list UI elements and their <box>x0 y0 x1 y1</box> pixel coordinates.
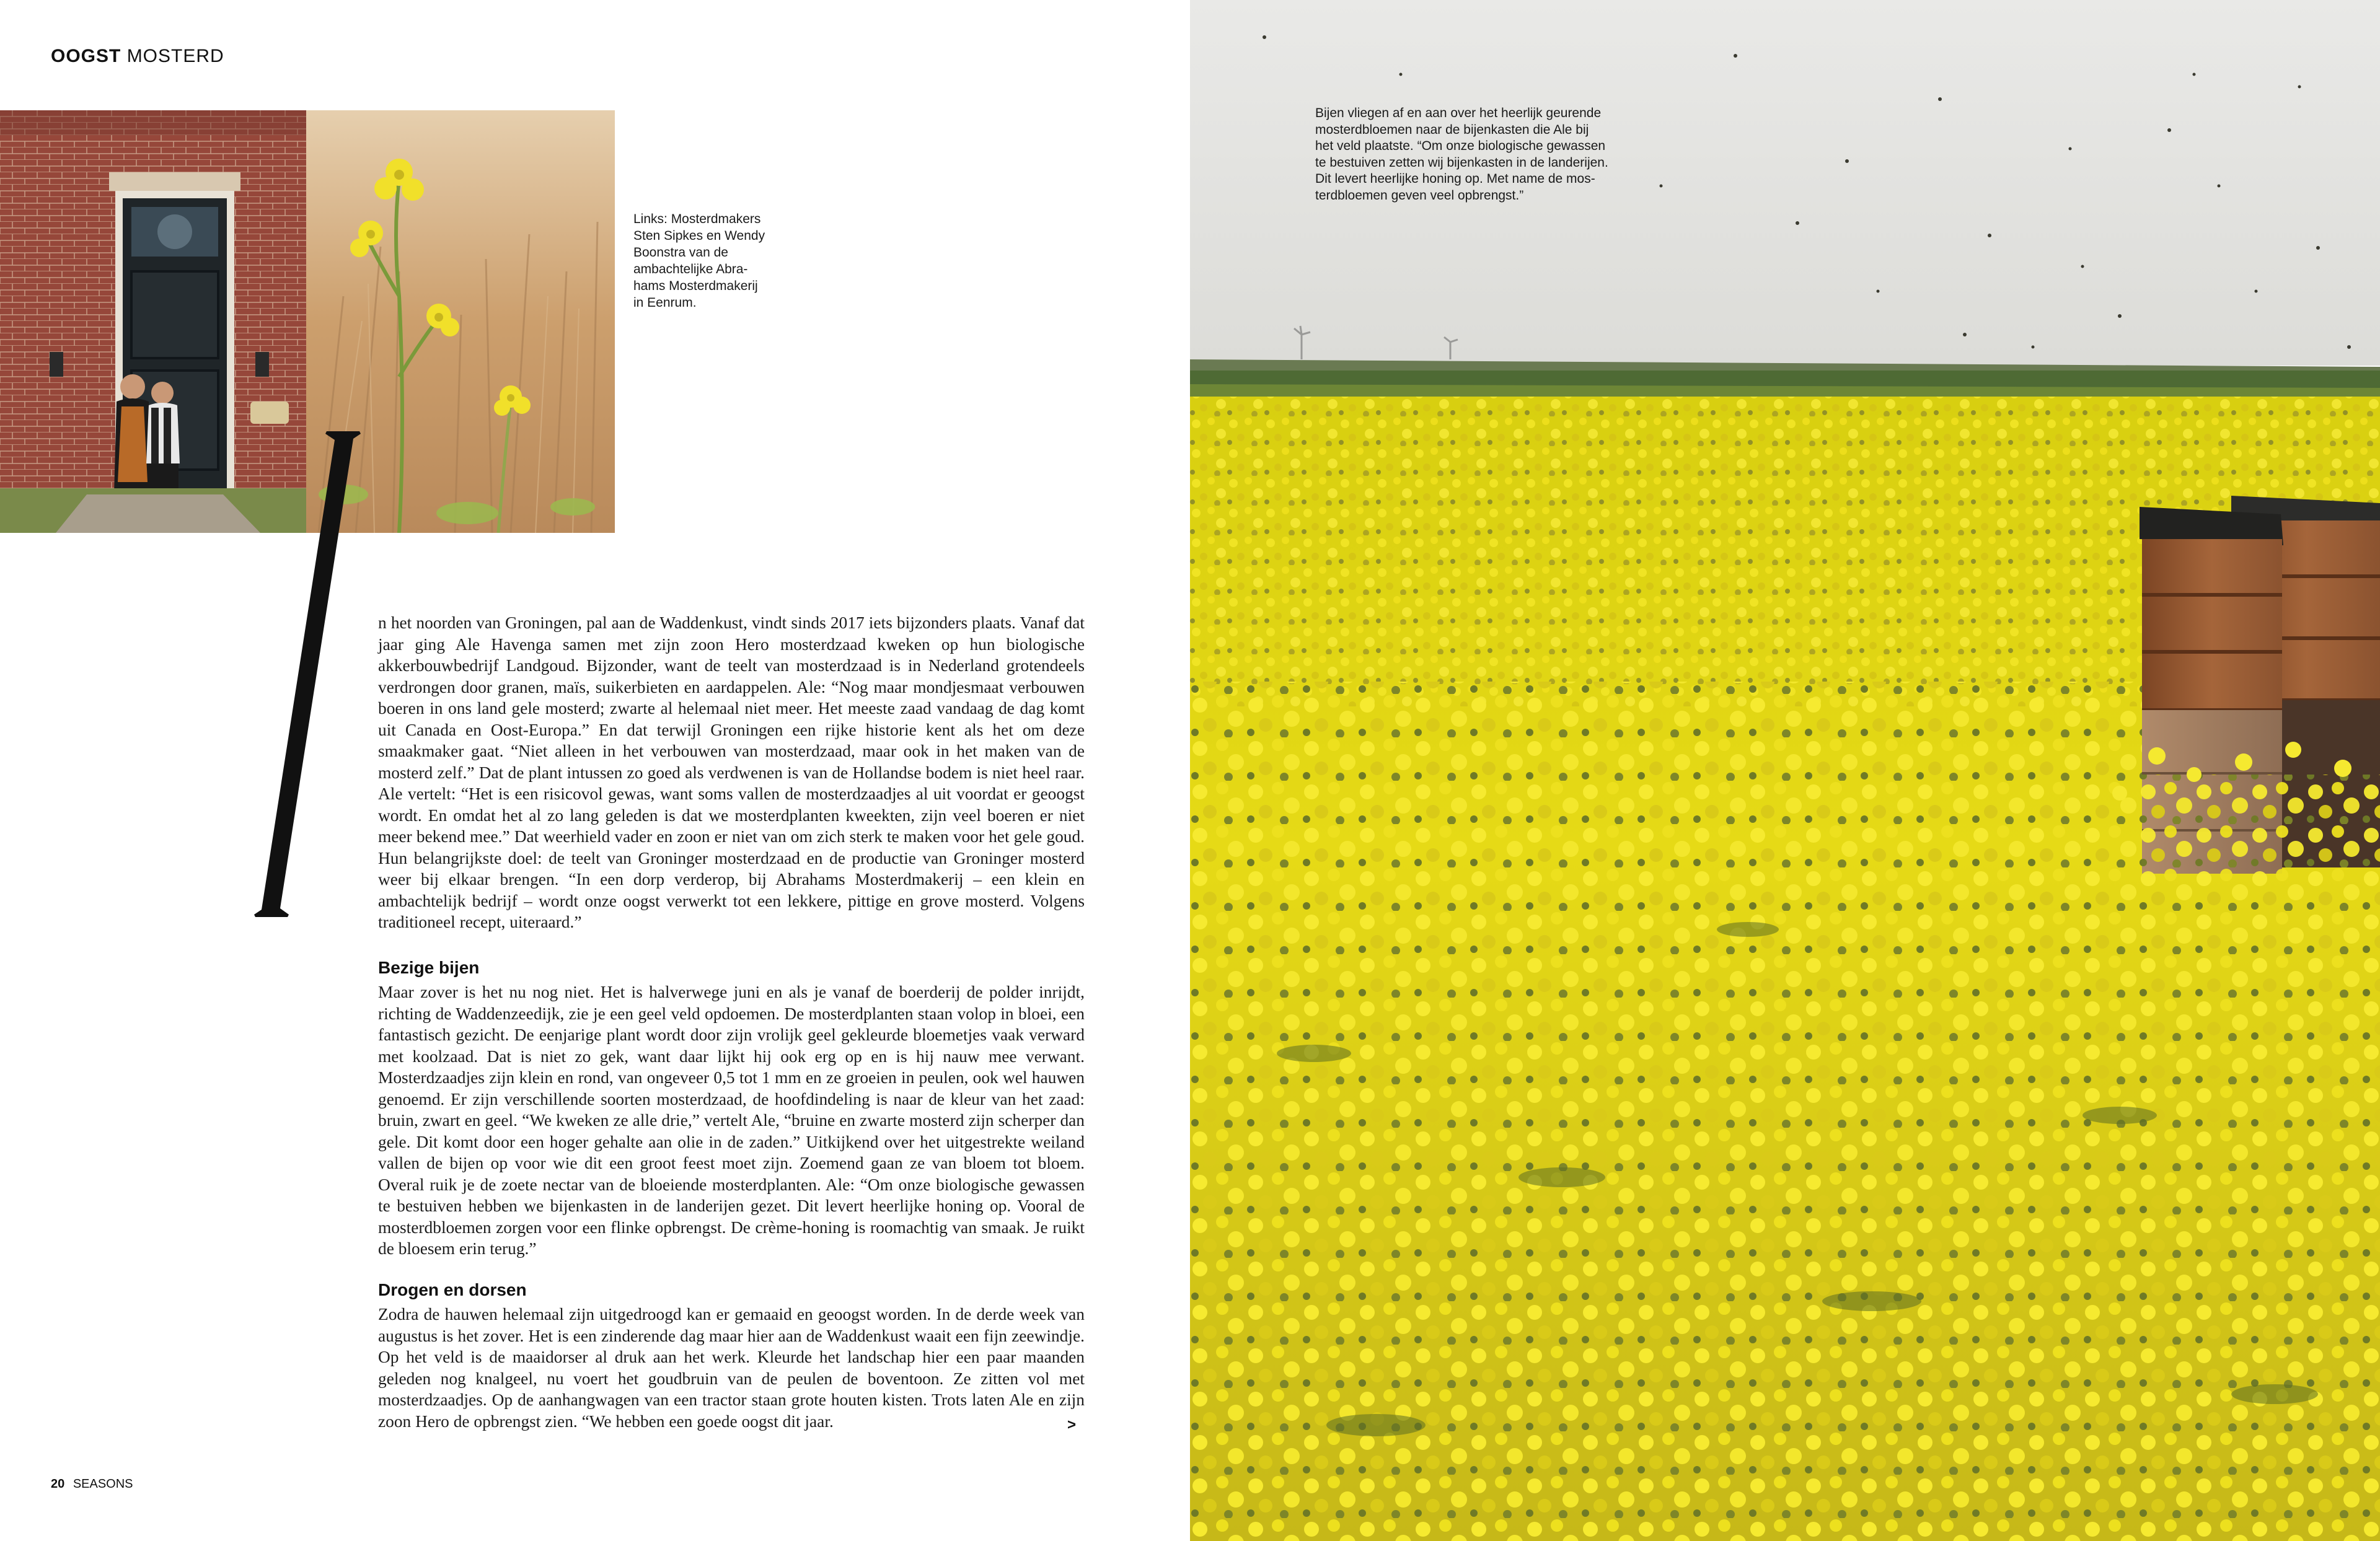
subhead-bezige-bijen: Bezige bijen <box>378 958 480 977</box>
section-header <box>51 46 224 67</box>
article-paragraph-3 <box>378 1304 1085 1432</box>
article-paragraph-1 <box>378 612 1085 933</box>
section-kicker: OOGST <box>51 46 121 66</box>
magazine-name: SEASONS <box>73 1477 133 1491</box>
article-text-3: Zodra de hauwen helemaal zijn uitgedroogd kan er gemaaid en geoogst worden. In de derde week van augustus is het zover. Het is een zinderende dag maar hier aan de Waddenkust waait een fijn zeewindje. Op het veld is de maaidorser al druk aan het werk. Kleurde het landschap hier een paar maanden geleden nog knalgeel, nu voert het goudbruin van de peulen de boventoon. Ze zitten vol met mosterdzaadjes. Op de aanhangwagen van een tractor staan grote houten kisten. Trots laten Ale en zijn zoon Hero de opbrengst zien. “We hebben een goede oogst dit jaar. <box>378 1305 1085 1431</box>
subhead-drogen-en-dorsen: Drogen en dorsen <box>378 1280 527 1299</box>
article-text-1: n het noorden van Groningen, pal aan de Waddenkust, vindt sinds 2017 iets bijzonders plaats. Vanaf dat jaar ging Ale Havenga samen met zijn zoon Hero mosterdzaad kweken op hun biologische akkerbouwbedrijf Landgoud. Bijzonder, want de teelt van mosterdzaad is in Nederland grotendeels verdrongen door granen, maïs, suikerbieten en aardappelen. Ale: “Nog maar mondjesmaat verbouwen boeren in ons land gele mosterd; zwarte al helemaal niet meer. Het meeste zaad vandaag de dag komt uit Canada en Oost-Europa.” En dat terwijl Groningen een rijke historie kent als het om deze smaakmaker gaat. “Niet alleen in het verbouwen van mosterdzaad, maar ook in het maken van de mosterd zelf.” Dat de plant intussen zo goed als verdwenen is van de Hollandse bodem is niet heel raar. Ale vertelt: “Het is een risicovol gewas, want soms vallen de mosterdzaadjes al uit voordat er geoogst wordt. En omdat het al zo lang geleden is dat we mosterdplanten kweekten, zijn veel boeren er niet meer bekend mee.” Dat weerhield vader en zoon er niet van om zich sterk te maken voor het gele goud. Hun belangrijkste doel: de teelt van Groninger mosterdzaad en de productie van Groninger mosterd weer bij elkaar brengen. “In een dorp verderop, bij Abrahams Mosterdmakerij – een klein en ambachtelijk bedrijf – wordt onze oogst verwerkt tot een lekkere, pittige en grove mosterd. Volgens traditioneel recept, uiteraard.” <box>378 613 1085 931</box>
photo-mustard-field-beehives <box>1190 0 2380 1541</box>
article-text-2: Maar zover is het nu nog niet. Het is halverwege juni en als je vanaf de boerderij de polder inrijdt, richting de Waddenzeedijk, zie je een geel veld opdoemen. De mosterdplanten staan volop in bloei, een fantastisch gezicht. De eenjarige plant wordt door zijn vrolijk geel gekleurde bloemetjes vaak verward met koolzaad. Dat is niet zo gek, want daar lijkt hij ook erg op en is hij nauw mee verwant. Mosterdzaadjes zijn klein en rond, van ongeveer 0,5 tot 1 mm en ze groeien in peulen, ook wel hauwen genoemd. Er zijn verschillende soorten mosterdzaad, de hoofdindeling is naar de kleur van het zaad: bruin, zwart en geel. “We kweken ze alle drie,” vertelt Ale, “bruine en zwarte mosterd zijn scherper dan gele. Dit komt door een hoger gehalte aan olie in de zaden.” Uitkijkend over het uitgestrekte weiland vallen de bijen op voor wie dit een groot feest moet zijn. Zoemend gaan ze van bloem tot bloem. Overal ruik je de zoete nectar van de bloeiende mosterdplanten. Ale: “Om onze biologische gewassen te bestuiven hebben we bijenkasten in de landerijen gezet. Dit levert heerlijke honing op. Vooral de mosterdbloemen zorgen voor een flinke opbrengst. De crème-honing is roomachtig van smaak. Je ruikt de bloesem erin terug.” <box>378 983 1085 1258</box>
photo-caption-left: Links: Mosterdmakers Sten Sipkes en Wendy Boonstra van de ambachtelijke Abra- hams Mosterdmakerij in Eenrum. <box>633 212 765 310</box>
page-number: 20 <box>51 1477 65 1491</box>
continue-arrow-icon: > <box>1067 1416 1077 1433</box>
right-page-photo <box>1190 0 2380 1541</box>
section-topic: MOSTERD <box>126 46 224 66</box>
article-paragraph-2 <box>378 981 1085 1260</box>
page-folio <box>51 1477 133 1491</box>
photo-caption-right: Bijen vliegen af en aan over het heerlijk geurende mosterdbloemen naar de bijenkasten die Ale bij het veld plaatste. “Om onze biologische gewassen te bestuiven zetten wij bijenkasten in de landerijen. Dit levert heerlijke honing op. Met name de mos- terdbloemen geven veel opbrengst.” <box>1315 106 1608 203</box>
